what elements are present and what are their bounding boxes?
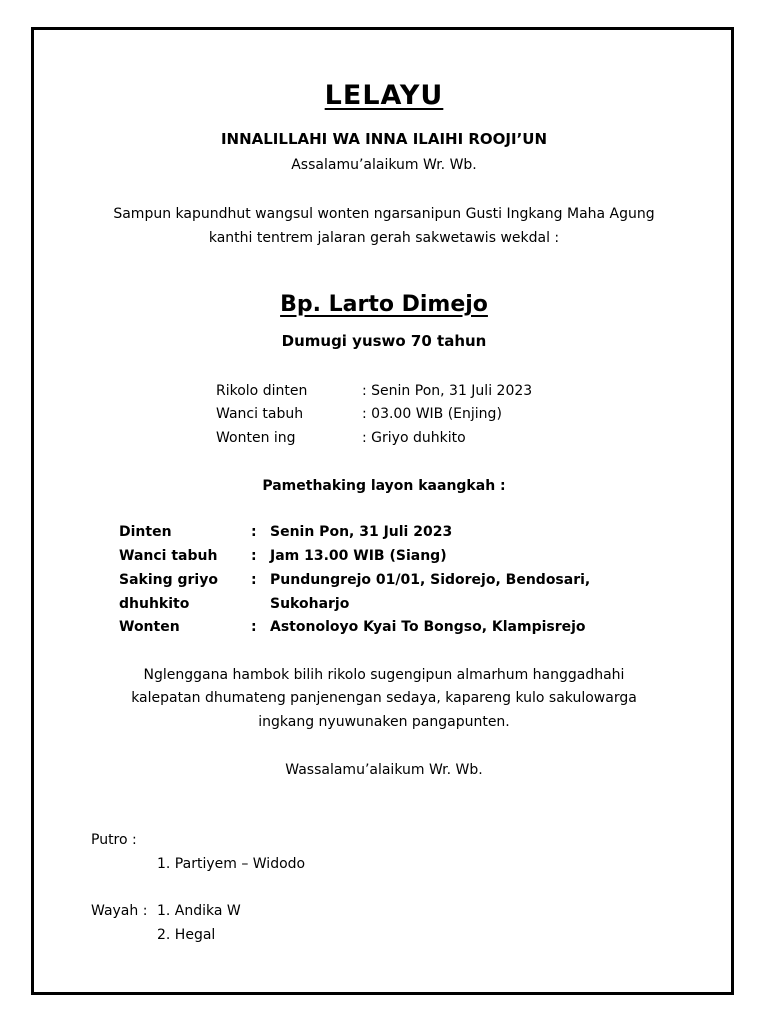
intro-line-2: kanthi tentrem jalaran gerah sakwetawis wekdal :	[208, 230, 560, 246]
opening-greeting: Assalamu’alaikum Wr. Wb.	[291, 157, 477, 173]
apology-line-3: ingkang nyuwunaken pangapunten.	[258, 714, 510, 730]
funeral-detail-value: Senin Pon, 31 Juli 2023	[270, 524, 453, 540]
funeral-heading: Pamethaking layon kaangkah :	[262, 478, 506, 494]
funeral-detail-label: Dinten	[119, 524, 172, 540]
death-detail-value: : Senin Pon, 31 Juli 2023	[362, 383, 533, 399]
funeral-detail-separator: :	[251, 572, 257, 588]
apology-line-1: Nglenggana hambok bilih rikolo sugengipun almarhum hanggadhahi	[143, 667, 625, 683]
death-detail-label: Wanci tabuh	[216, 406, 304, 422]
funeral-detail-separator: :	[251, 548, 257, 564]
wayah-label: Wayah :	[91, 903, 148, 919]
funeral-detail-label: dhuhkito	[119, 596, 190, 612]
deceased-name: Bp. Larto Dimejo	[280, 292, 488, 317]
funeral-detail-separator: :	[251, 524, 257, 540]
deceased-age: Dumugi yuswo 70 tahun	[281, 332, 487, 350]
funeral-detail-separator: :	[251, 619, 257, 635]
wayah-item: 2. Hegal	[157, 927, 216, 943]
putro-label: Putro :	[91, 832, 137, 848]
apology-line-2: kalepatan dhumateng panjenengan sedaya, kapareng kulo sakulowarga	[131, 690, 637, 706]
funeral-detail-label: Wonten	[119, 619, 180, 635]
funeral-detail-value: Jam 13.00 WIB (Siang)	[270, 548, 447, 564]
death-detail-value: : Griyo duhkito	[362, 430, 466, 446]
death-detail-label: Rikolo dinten	[216, 383, 308, 399]
closing-greeting: Wassalamu’alaikum Wr. Wb.	[285, 762, 483, 778]
intro-line-1: Sampun kapundhut wangsul wonten ngarsanipun Gusti Ingkang Maha Agung	[113, 206, 655, 222]
funeral-detail-value: Astonoloyo Kyai To Bongso, Klampisrejo	[270, 619, 586, 635]
death-detail-value: : 03.00 WIB (Enjing)	[362, 406, 502, 422]
death-detail-label: Wonten ing	[216, 430, 296, 446]
wayah-item: 1. Andika W	[157, 903, 241, 919]
funeral-detail-value: Pundungrejo 01/01, Sidorejo, Bendosari,	[270, 572, 591, 588]
arabic-phrase: INNALILLAHI WA INNA ILAIHI ROOJI’UN	[220, 130, 548, 148]
funeral-detail-value: Sukoharjo	[270, 596, 350, 612]
funeral-detail-label: Wanci tabuh	[119, 548, 218, 564]
page-title: LELAYU	[324, 80, 444, 111]
putro-item: 1. Partiyem – Widodo	[157, 856, 306, 872]
funeral-detail-label: Saking griyo	[119, 572, 218, 588]
